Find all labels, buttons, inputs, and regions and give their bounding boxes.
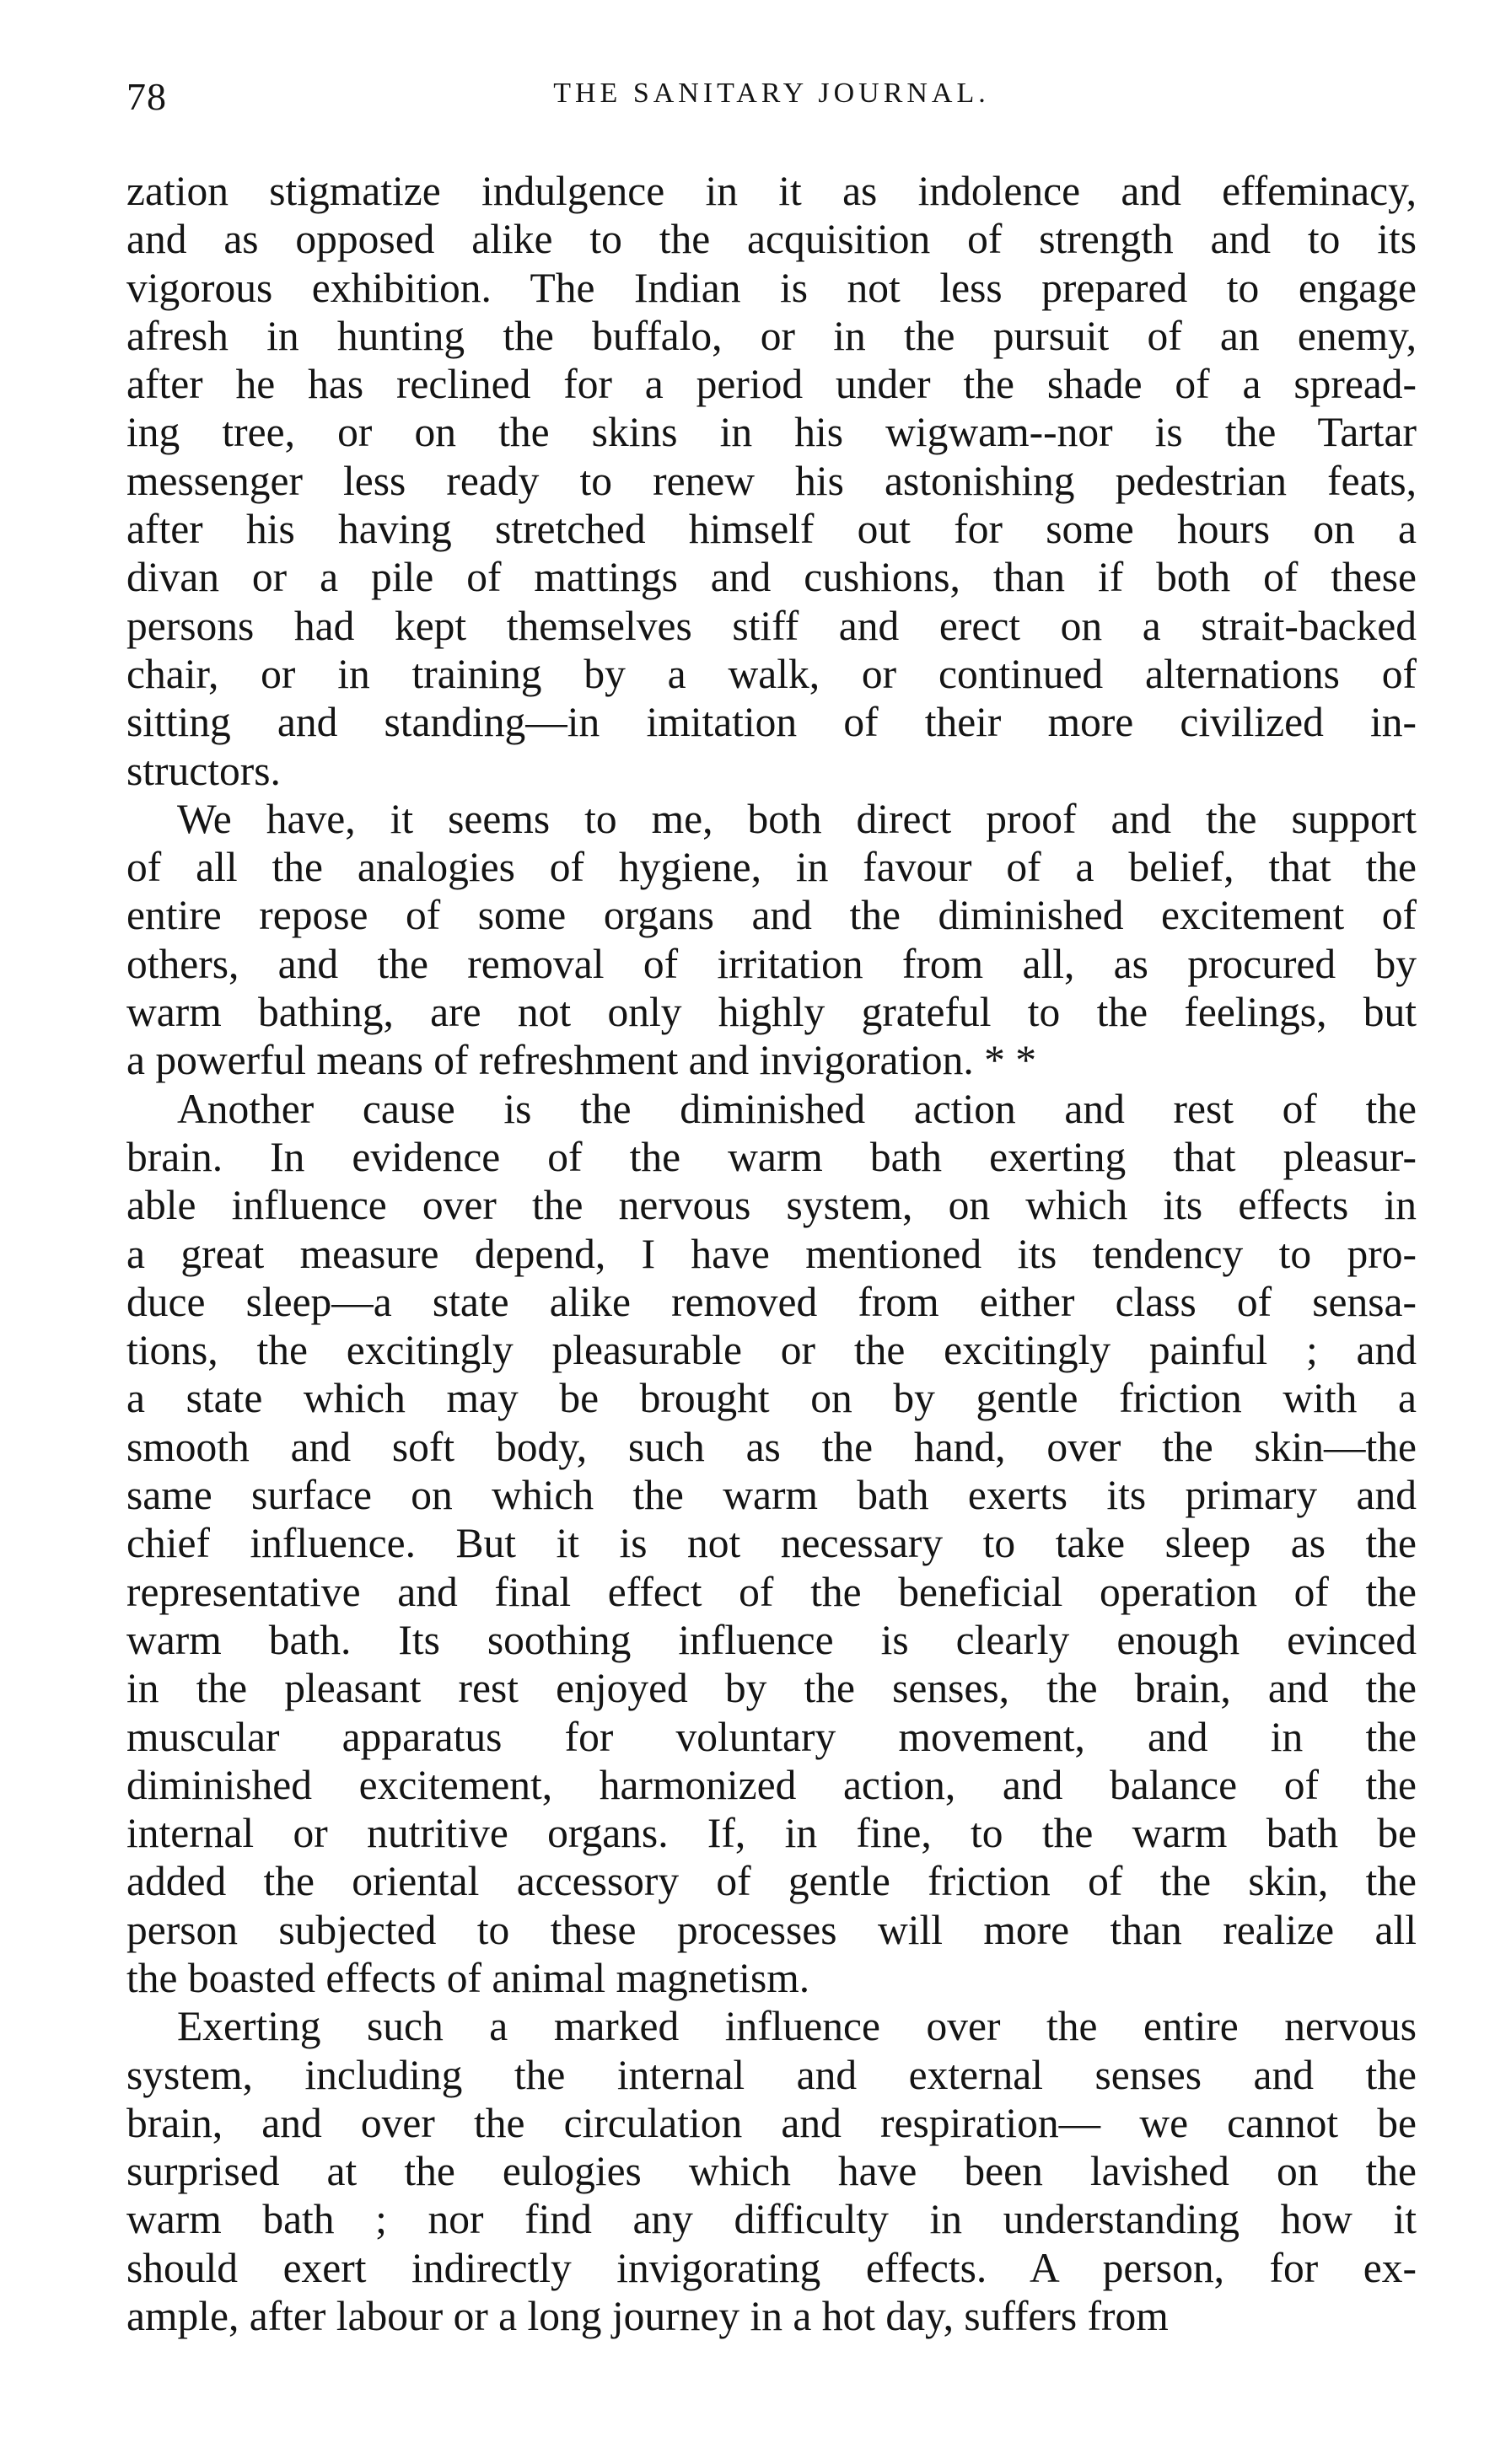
paragraph — [126, 795, 1417, 1085]
text-line: afresh in hunting the buffalo, or in the pursuit of an enemy, — [126, 312, 1417, 359]
text-line: We have, it seems to me, both direct proof and the support — [177, 795, 1417, 842]
text-line: messenger less ready to renew his astonishing pedestrian feats, — [126, 457, 1417, 504]
paragraph — [126, 1085, 1417, 2003]
text-line: Exerting such a marked influence over the entire nervous — [177, 2003, 1417, 2050]
text-line: tions, the excitingly pleasurable or the excitingly painful ; and — [126, 1327, 1417, 1374]
text-line: a powerful means of refreshment and invigoration. * * — [126, 1037, 1037, 1084]
text-line: surprised at the eulogies which have been lavished on the — [126, 2148, 1417, 2195]
text-line: in the pleasant rest enjoyed by the senses, the brain, and the — [126, 1665, 1417, 1712]
text-line: others, and the removal of irritation from all, as procured by — [126, 940, 1417, 987]
paragraph — [126, 167, 1417, 795]
text-line: same surface on which the warm bath exerts its primary and — [126, 1472, 1417, 1519]
text-line: after his having stretched himself out for some hours on a — [126, 506, 1417, 553]
journal-title: THE SANITARY JOURNAL. — [553, 78, 990, 109]
text-line: a great measure depend, I have mentioned its tendency to pro- — [126, 1230, 1417, 1277]
text-line: system, including the internal and external senses and the — [126, 2051, 1417, 2098]
text-line: warm bathing, are not only highly grateful to the feelings, but — [126, 989, 1417, 1036]
text-line: of all the analogies of hygiene, in favour of a belief, that the — [126, 844, 1417, 891]
text-line: brain. In evidence of the warm bath exerting that pleasur- — [126, 1133, 1417, 1180]
page — [126, 74, 1417, 2340]
text-line: ample, after labour or a long journey in a hot day, suffers from — [126, 2293, 1169, 2340]
text-line: structors. — [126, 747, 281, 794]
text-line: after he has reclined for a period under the shade of a spread- — [126, 361, 1417, 408]
text-line: Another cause is the diminished action and rest of the — [177, 1085, 1417, 1132]
text-line: vigorous exhibition. The Indian is not less prepared to engage — [126, 264, 1417, 311]
text-line: ing tree, or on the skins in his wigwam--nor is the Tartar — [126, 409, 1417, 456]
paragraph — [126, 2002, 1417, 2340]
text-line: the boasted effects of animal magnetism. — [126, 1954, 810, 2001]
text-line: smooth and soft body, such as the hand, over the skin—the — [126, 1423, 1417, 1470]
text-line: muscular apparatus for voluntary movement, and in the — [126, 1713, 1417, 1760]
text-line: chair, or in training by a walk, or continued alternations of — [126, 650, 1417, 697]
text-line: warm bath. Its soothing influence is clearly enough evinced — [126, 1616, 1417, 1663]
text-line: duce sleep—a state alike removed from either class of sensa- — [126, 1278, 1417, 1325]
text-line: brain, and over the circulation and respiration— we cannot be — [126, 2099, 1417, 2146]
running-head — [126, 74, 1417, 133]
text-line: warm bath ; nor find any difficulty in understanding how it — [126, 2196, 1417, 2243]
text-line: and as opposed alike to the acquisition of strength and to its — [126, 216, 1417, 263]
text-line: person subjected to these processes will more than realize all — [126, 1906, 1417, 1953]
text-line: sitting and standing—in imitation of their more civilized in- — [126, 699, 1417, 746]
text-line: chief influence. But it is not necessary to take sleep as the — [126, 1520, 1417, 1567]
text-line: able influence over the nervous system, on which its effects in — [126, 1182, 1417, 1229]
text-line: entire repose of some organs and the diminished excitement of — [126, 892, 1417, 939]
page-number: 78 — [126, 75, 167, 118]
text-line: representative and final effect of the beneficial operation of the — [126, 1568, 1417, 1615]
text-line: internal or nutritive organs. If, in fine, to the warm bath be — [126, 1810, 1417, 1857]
text-line: added the oriental accessory of gentle friction of the skin, the — [126, 1858, 1417, 1905]
text-line: persons had kept themselves stiff and erect on a strait-backed — [126, 602, 1417, 649]
text-line: divan or a pile of mattings and cushions, than if both of these — [126, 554, 1417, 601]
text-line: a state which may be brought on by gentle friction with a — [126, 1375, 1417, 1422]
body-text — [126, 167, 1417, 2340]
text-line: zation stigmatize indulgence in it as indolence and effeminacy, — [126, 168, 1417, 214]
text-line: should exert indirectly invigorating effects. A person, for ex- — [126, 2244, 1417, 2291]
text-line: diminished excitement, harmonized action, and balance of the — [126, 1761, 1417, 1808]
